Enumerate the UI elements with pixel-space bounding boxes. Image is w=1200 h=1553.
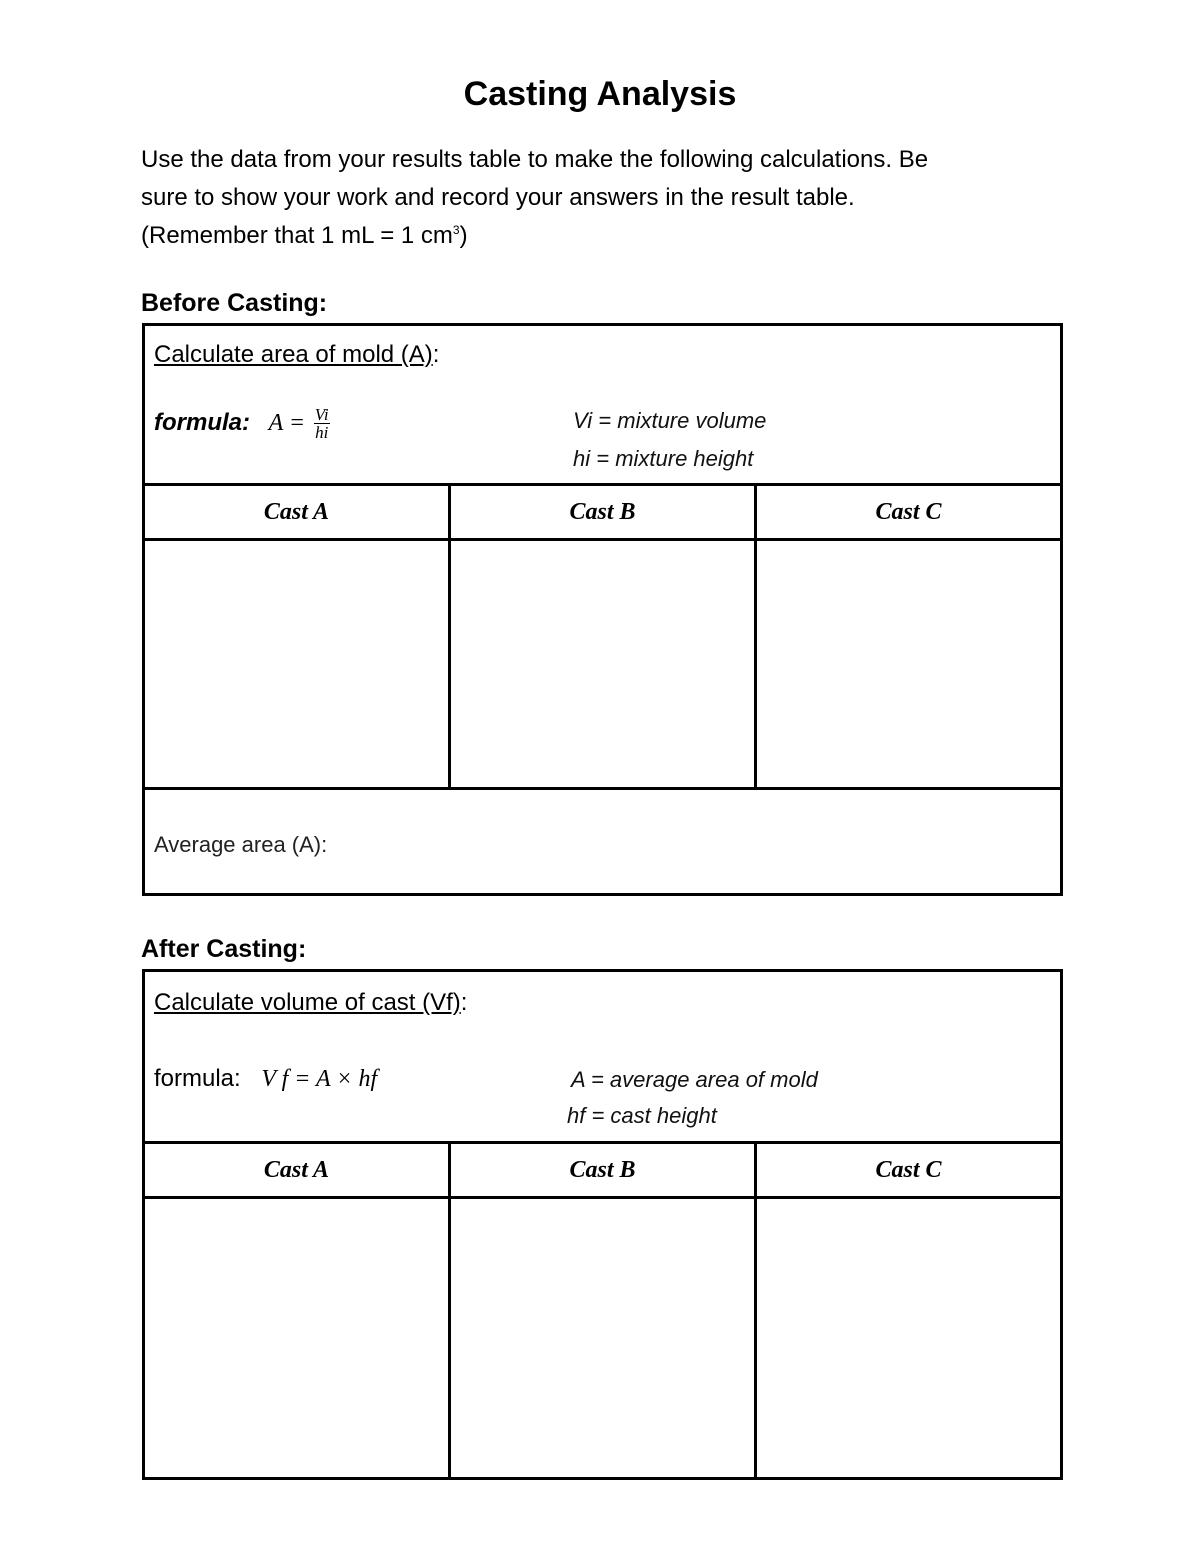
reminder-text: (Remember that 1 mL = 1 cm: [141, 222, 453, 249]
before-def-vi: Vi = mixture volume: [573, 408, 767, 433]
before-def-hi: hi = mixture height: [573, 446, 754, 471]
before-calc-title-colon: :: [432, 341, 440, 368]
before-casting-box: [142, 323, 1063, 896]
before-column-headers: [145, 486, 1060, 541]
page-title: Casting Analysis: [463, 75, 737, 113]
before-work-area: [145, 541, 1060, 787]
fraction-numerator: Vi: [314, 405, 329, 424]
instructions: [141, 141, 1081, 255]
after-calc-title-colon: :: [460, 989, 468, 1016]
before-col-cast-c: Cast C: [754, 486, 1060, 538]
before-col-cast-b: Cast B: [448, 486, 754, 538]
after-work-area: [145, 1199, 1060, 1477]
average-area-label: Average area (A):: [154, 832, 328, 857]
before-casting-heading: Before Casting:: [141, 289, 328, 317]
after-work-cast-b[interactable]: [448, 1199, 754, 1477]
average-area-field[interactable]: [145, 787, 1060, 893]
after-col-cast-c: Cast C: [754, 1144, 1060, 1196]
after-calc-title: [154, 989, 467, 1017]
before-work-cast-c[interactable]: [754, 541, 1060, 787]
before-formula-lhs: A =: [268, 409, 306, 436]
after-def-hf: hf = cast height: [567, 1103, 717, 1128]
reminder-close: ): [459, 222, 468, 249]
after-col-cast-b: Cast B: [448, 1144, 754, 1196]
before-formula: [154, 406, 330, 441]
after-column-headers: [145, 1144, 1060, 1199]
before-work-cast-a[interactable]: [145, 541, 448, 787]
instructions-line-1: Use the data from your results table to make the following calculations. Be: [141, 146, 929, 173]
instructions-line-2: sure to show your work and record your answers in the result table.: [141, 184, 855, 211]
before-formula-fraction: [314, 406, 330, 441]
after-formula-label: formula:: [154, 1065, 241, 1092]
fraction-denominator: hi: [315, 423, 329, 442]
instructions-line-3: [141, 217, 1081, 255]
before-formula-label: formula:: [154, 408, 250, 436]
after-casting-heading: After Casting:: [141, 935, 307, 963]
after-formula: [154, 1065, 377, 1093]
after-casting-box: [142, 969, 1063, 1480]
before-col-cast-a: Cast A: [263, 499, 330, 525]
before-formula-panel: [145, 326, 1060, 486]
reminder-superscript: 3: [452, 223, 460, 237]
after-work-cast-a[interactable]: [145, 1199, 448, 1477]
before-calc-title: [154, 341, 439, 369]
after-def-a: A = average area of mold: [571, 1067, 818, 1092]
after-formula-expression: V f = A × hf: [261, 1066, 378, 1092]
after-calc-title-text: Calculate volume of cast (Vf): [154, 989, 461, 1016]
after-work-cast-c[interactable]: [754, 1199, 1060, 1477]
before-work-cast-b[interactable]: [448, 541, 754, 787]
after-col-cast-a: Cast A: [263, 1157, 330, 1183]
before-calc-title-text: Calculate area of mold (A): [154, 341, 433, 368]
after-formula-panel: [145, 972, 1060, 1144]
